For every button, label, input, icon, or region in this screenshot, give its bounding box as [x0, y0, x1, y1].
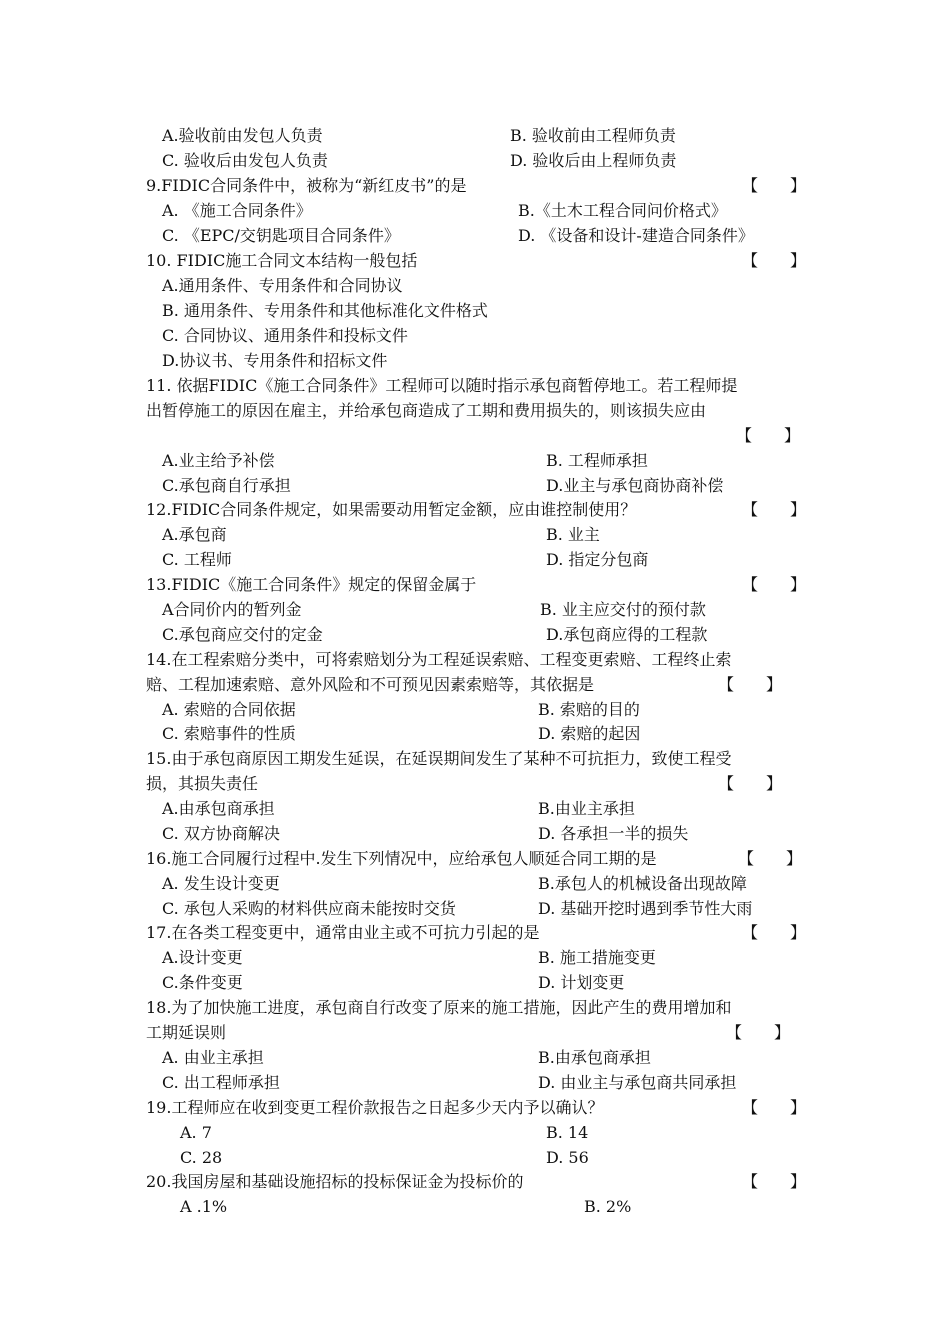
q10-answer-bracket: 【 】 [742, 251, 807, 270]
q17-option-d: D. 计划变更 [538, 973, 625, 992]
q17-option-a: A.设计变更 [162, 948, 243, 967]
q8-option-d: D. 验收后由上程师负责 [510, 151, 677, 170]
q15-answer-bracket: 【 】 [718, 774, 783, 793]
q12-option-d: D. 指定分包商 [546, 550, 649, 569]
q11-option-c: C.承包商自行承担 [162, 476, 291, 495]
q20-option-b: B. 2% [584, 1197, 632, 1216]
q10-stem: 10. FIDIC施工合同文本结构一般包括 [146, 251, 418, 270]
q16-answer-bracket: 【 】 [738, 849, 803, 868]
q14-answer-bracket: 【 】 [718, 675, 783, 694]
q9-option-a: A. 《施工合同条件》 [162, 201, 312, 220]
q8-option-a: A.验收前由发包人负责 [162, 126, 323, 145]
q12-option-b: B. 业主 [546, 525, 600, 544]
q16-option-d: D. 基础开挖时遇到季节性大雨 [538, 899, 753, 918]
q10-option-d: D.协议书、专用条件和招标文件 [162, 351, 388, 370]
q10-option-a: A.通用条件、专用条件和合同协议 [162, 276, 403, 295]
q20-stem: 20.我国房屋和基础设施招标的投标保证金为投标价的 [146, 1172, 524, 1191]
q14-option-a: A. 索赔的合同依据 [162, 700, 296, 719]
q19-option-c: C. 28 [180, 1148, 223, 1167]
q13-stem: 13.FIDIC《施工合同条件》规定的保留金属于 [146, 575, 477, 594]
q11-option-d: D.业主与承包商协商补偿 [546, 476, 724, 495]
q12-option-c: C. 工程师 [162, 550, 232, 569]
q11-option-a: A.业主给予补偿 [162, 451, 275, 470]
q17-option-b: B. 施工措施变更 [538, 948, 656, 967]
q16-option-a: A. 发生设计变更 [162, 874, 280, 893]
q18-stem-line2: 工期延误则 [146, 1023, 227, 1042]
q9-option-d: D. 《设备和设计-建造合同条件》 [518, 226, 754, 245]
q17-answer-bracket: 【 】 [742, 923, 807, 942]
q14-option-b: B. 索赔的目的 [538, 700, 640, 719]
q18-option-c: C. 出工程师承担 [162, 1073, 280, 1092]
q9-answer-bracket: 【 】 [742, 176, 807, 195]
q10-option-b: B. 通用条件、专用条件和其他标准化文件格式 [162, 301, 488, 320]
q15-option-b: B.由业主承担 [538, 799, 635, 818]
q12-answer-bracket: 【 】 [742, 500, 807, 519]
q12-option-a: A.承包商 [162, 525, 227, 544]
q15-stem-line1: 15.由于承包商原因工期发生延误，在延误期间发生了某种不可抗拒力，致使工程受 [146, 749, 732, 768]
q16-option-b: B.承包人的机械设备出现故障 [538, 874, 747, 893]
q8-option-c: C. 验收后由发包人负责 [162, 151, 328, 170]
q18-option-d: D. 由业主与承包商共同承担 [538, 1073, 737, 1092]
q18-option-b: B.由承包商承担 [538, 1048, 651, 1067]
q15-option-a: A.由承包商承担 [162, 799, 275, 818]
q19-answer-bracket: 【 】 [742, 1098, 807, 1117]
q16-option-c: C. 承包人采购的材料供应商未能按时交货 [162, 899, 456, 918]
q19-option-a: A. 7 [180, 1123, 212, 1142]
q17-option-c: C.条件变更 [162, 973, 243, 992]
q18-answer-bracket: 【 】 [726, 1023, 791, 1042]
q19-stem: 19.工程师应在收到变更工程价款报告之日起多少天内予以确认？ [146, 1098, 604, 1117]
q13-option-b: B. 业主应交付的预付款 [540, 600, 706, 619]
q10-option-c: C. 合同协议、通用条件和投标文件 [162, 326, 408, 345]
q15-option-c: C. 双方协商解决 [162, 824, 280, 843]
q14-stem-line2: 赔、工程加速索赔、意外风险和不可预见因素索赔等，其依据是 [146, 675, 595, 694]
q20-answer-bracket: 【 】 [742, 1172, 807, 1191]
q20-option-a: A .1% [180, 1197, 228, 1216]
q15-stem-line2: 损，其损失责任 [146, 774, 259, 793]
q13-option-d: D.承包商应得的工程款 [546, 625, 708, 644]
q9-stem: 9.FIDIC合同条件中，被称为“新红皮书”的是 [146, 176, 467, 195]
q19-option-b: B. 14 [546, 1123, 589, 1142]
q19-option-d: D. 56 [546, 1148, 589, 1167]
q16-stem: 16.施工合同履行过程中.发生下列情况中，应给承包人顺延合同工期的是 [146, 849, 657, 868]
q11-answer-bracket: 【 】 [736, 426, 801, 445]
q13-option-a: A合同价内的暂列金 [162, 600, 302, 619]
q14-option-c: C. 索赔事件的性质 [162, 724, 296, 743]
q18-stem-line1: 18.为了加快施工进度，承包商自行改变了原来的施工措施，因此产生的费用增加和 [146, 998, 732, 1017]
q9-option-b: B.《土木工程合同问价格式》 [518, 201, 727, 220]
q14-stem-line1: 14.在工程索赔分类中，可将索赔划分为工程延误索赔、工程变更索赔、工程终止索 [146, 650, 732, 669]
q11-stem-line1: 11. 依据FIDIC《施工合同条件》工程师可以随时指示承包商暂停地工。若工程师提 [146, 376, 738, 395]
q8-option-b: B. 验收前由工程师负责 [510, 126, 676, 145]
q13-answer-bracket: 【 】 [742, 575, 807, 594]
q11-option-b: B. 工程师承担 [546, 451, 648, 470]
q17-stem: 17.在各类工程变更中，通常由业主或不可抗力引起的是 [146, 923, 540, 942]
q13-option-c: C.承包商应交付的定金 [162, 625, 323, 644]
q15-option-d: D. 各承担一半的损失 [538, 824, 689, 843]
q11-stem-line2: 出暂停施工的原因在雇主，并给承包商造成了工期和费用损失的，则该损失应由 [146, 401, 707, 420]
q18-option-a: A. 由业主承担 [162, 1048, 264, 1067]
q14-option-d: D. 索赔的起因 [538, 724, 641, 743]
q9-option-c: C. 《EPC/交钥匙项目合同条件》 [162, 226, 400, 245]
q12-stem: 12.FIDIC合同条件规定，如果需要动用暂定金额，应由谁控制使用？ [146, 500, 637, 519]
